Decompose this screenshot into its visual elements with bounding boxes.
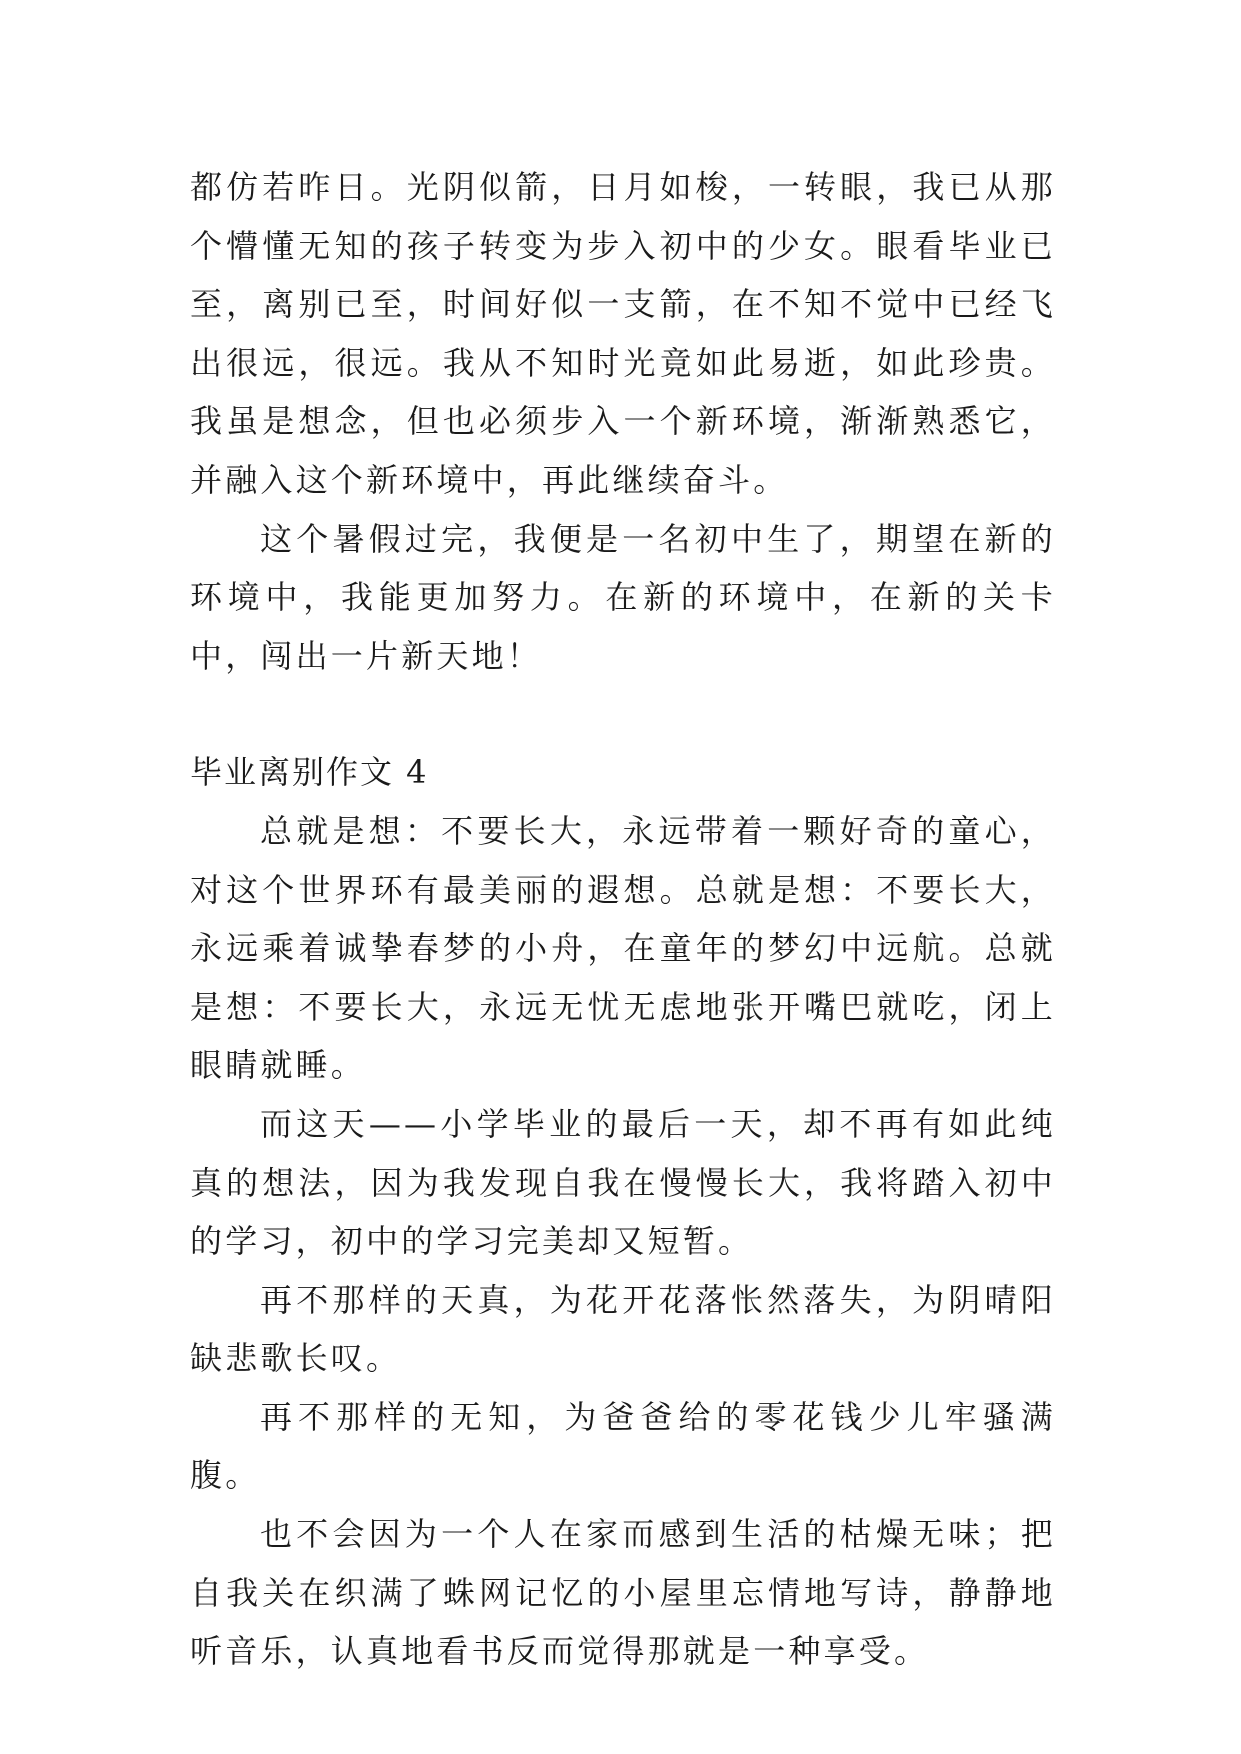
paragraph: 这个暑假过完，我便是一名初中生了，期望在新的环境中，我能更加努力。在新的环境中，在新的关卡中，闯出一片新天地！ <box>190 519 1056 675</box>
paragraph: 再不那样的天真，为花开花落怅然落失，为阴晴阳缺悲歌长叹。 <box>190 1280 1056 1378</box>
section-title: 毕业离别作文 4 <box>190 753 429 792</box>
paragraph: 再不那样的无知，为爸爸给的零花钱少儿牢骚满腹。 <box>190 1397 1056 1495</box>
document-body <box>190 158 1056 1681</box>
paragraph-continued: 都仿若昨日。光阴似箭，日月如梭，一转眼，我已从那个懵懂无知的孩子转变为步入初中的少女。眼看毕业已至，离别已至，时间好似一支箭，在不知不觉中已经飞出很远，很远。我从不知时光竟如此易逝，如此珍贵。我虽是想念，但也必须步入一个新环境，渐渐熟悉它，并融入这个新环境中，再此继续奋斗。 <box>190 168 1056 499</box>
paragraph: 而这天——小学毕业的最后一天，却不再有如此纯真的想法，因为我发现自我在慢慢长大，我将踏入初中的学习，初中的学习完美却又短暂。 <box>190 1104 1056 1261</box>
paragraph: 也不会因为一个人在家而感到生活的枯燥无味；把自我关在织满了蛛网记忆的小屋里忘情地写诗，静静地听音乐，认真地看书反而觉得那就是一种享受。 <box>190 1515 1056 1671</box>
paragraph: 总就是想：不要长大，永远带着一颗好奇的童心，对这个世界环有最美丽的遐想。总就是想：不要长大，永远乘着诚挚春梦的小舟，在童年的梦幻中远航。总就是想：不要长大，永远无忧无虑地张开嘴巴就吃，闭上眼睛就睡。 <box>190 811 1056 1085</box>
